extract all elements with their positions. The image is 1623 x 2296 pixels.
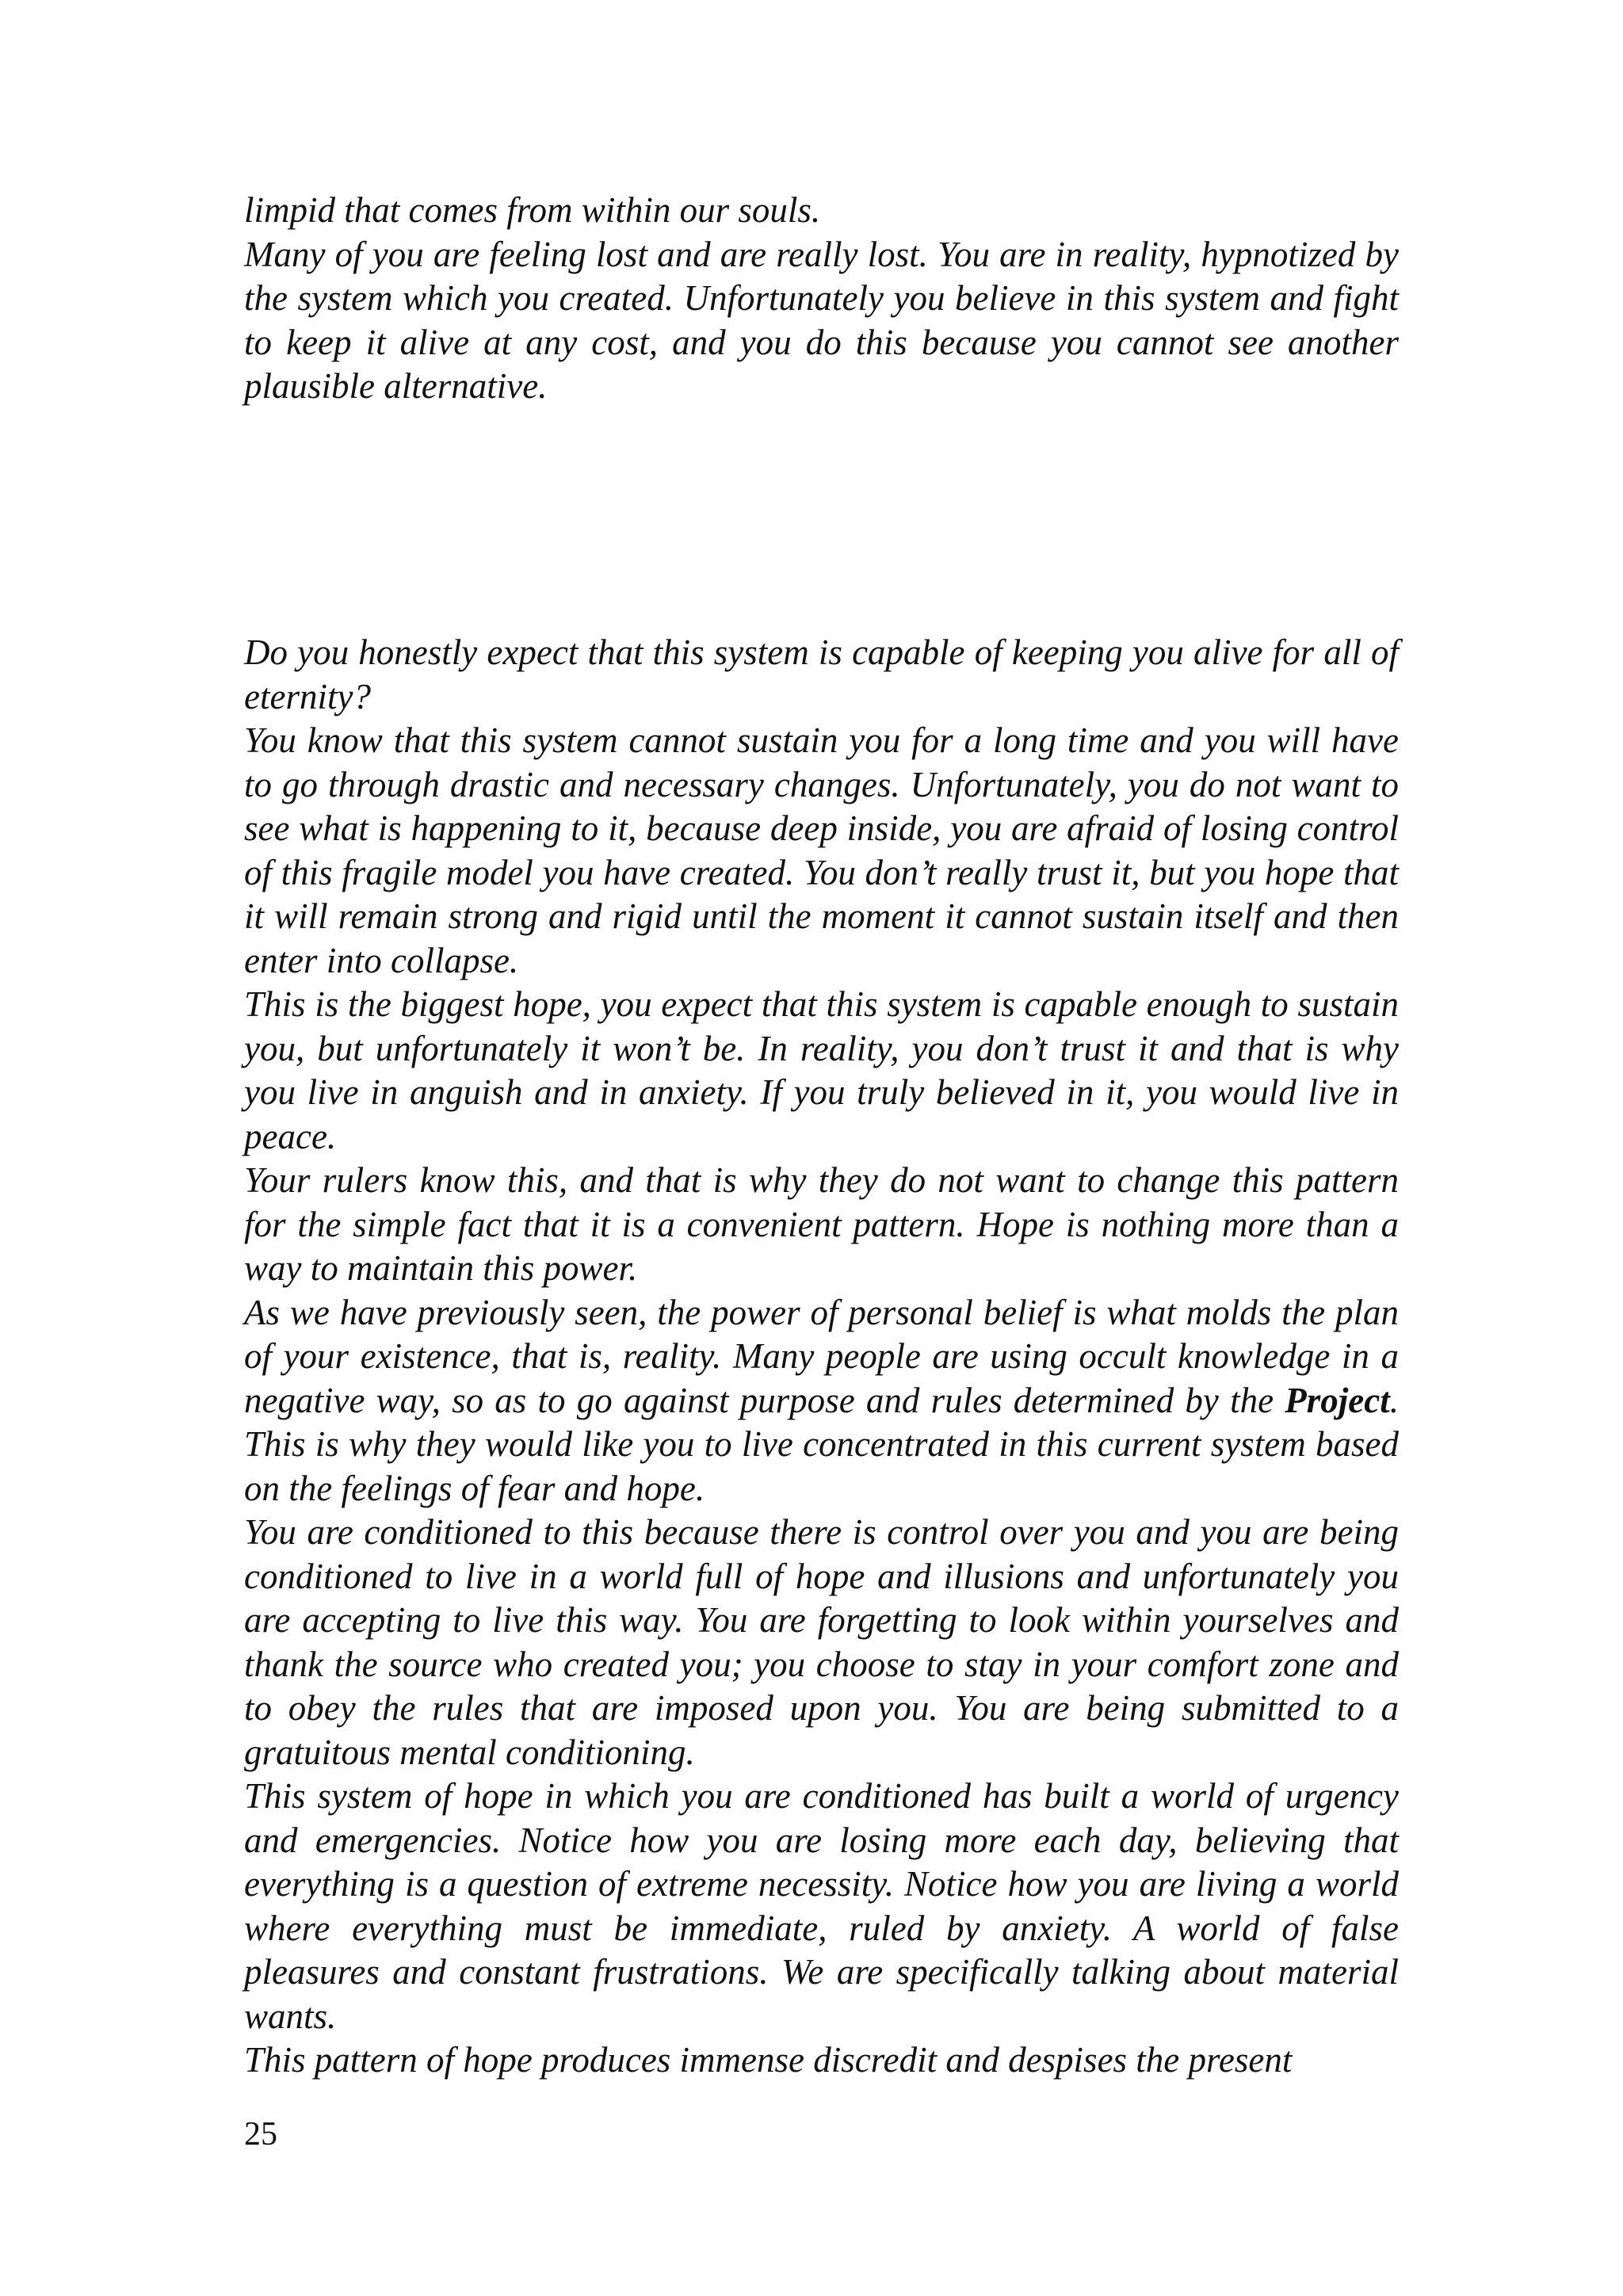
paragraph-rulers: Your rulers know this, and that is why they do not want to change this pattern for the simple fact that it is a convenient pattern. Hope is nothing more than a way to maintain this power. [244, 1160, 1399, 1288]
paragraph-personal-belief [244, 1291, 1399, 1511]
paragraph-conditioned: You are conditioned to this because there is control over you and you are being conditioned to live in a world full of hope and illusions and unfortunately you are accepting to live this way. You are forgetting to look within yourselves and thank the source who created you; you choose to stay in your comfort zone and to obey the rules that are imposed upon you. You are being submitted to a gratuitous mental conditioning. [244, 1512, 1399, 1772]
project-term: Project [1285, 1380, 1390, 1420]
page-number: 25 [244, 2116, 277, 2153]
paragraph-urgency: This system of hope in which you are conditioned has built a world of urgency and emergencies. Notice how you are losing more each day, believing that everything is a question of extreme necessity. Notice how you are living a world where everything must be immediate, ruled by anxiety. A world of false pleasures and constant frustrations. We are specifically talking about material wants. [244, 1776, 1399, 2036]
paragraph-sustain: You know that this system cannot sustain you for a long time and you will have to go through drastic and necessary changes. Unfortunately, you do not want to see what is happening to it, because deep inside, you are afraid of losing control of this fragile model you have created. You don’t really trust it, but you hope that it will remain strong and rigid until the moment it cannot sustain itself and then enter into collapse. [244, 720, 1399, 980]
paragraph-personal-belief-start: As we have previously seen, the power of personal belief is what molds the plan of your existence, that is, reality. Many people are using occult knowledge in a negative way, so as to go against purpose and rules determined by the [244, 1292, 1399, 1420]
paragraph-biggest-hope: This is the biggest hope, you expect that this system is capable enough to sustain you, but unfortunately it won’t be. In reality, you don’t trust it and that is why you live in anguish and in anxiety. If you truly believed in it, you would live in peace. [244, 984, 1399, 1156]
main-text-block [244, 631, 1399, 2083]
paragraph-hypnotized: Many of you are feeling lost and are really lost. You are in reality, hypnotized by the system which you created. Unfortunately you believe in this system and fight to keep it alive at any cost, and you do this because you cannot see another plausible alternative. [244, 234, 1399, 406]
paragraph-personal-belief-end: . This is why they would like you to live concentrated in this current system based on the feelings of fear and hope. [244, 1380, 1399, 1508]
paragraph-question: Do you honestly expect that this system is capable of keeping you alive for all of eternity? [244, 632, 1399, 716]
paragraph-fragment: limpid that comes from within our souls. [244, 190, 821, 230]
top-text-block [244, 189, 1399, 409]
paragraph-pattern-of-hope: This pattern of hope produces immense discredit and despises the present [244, 2040, 1293, 2080]
